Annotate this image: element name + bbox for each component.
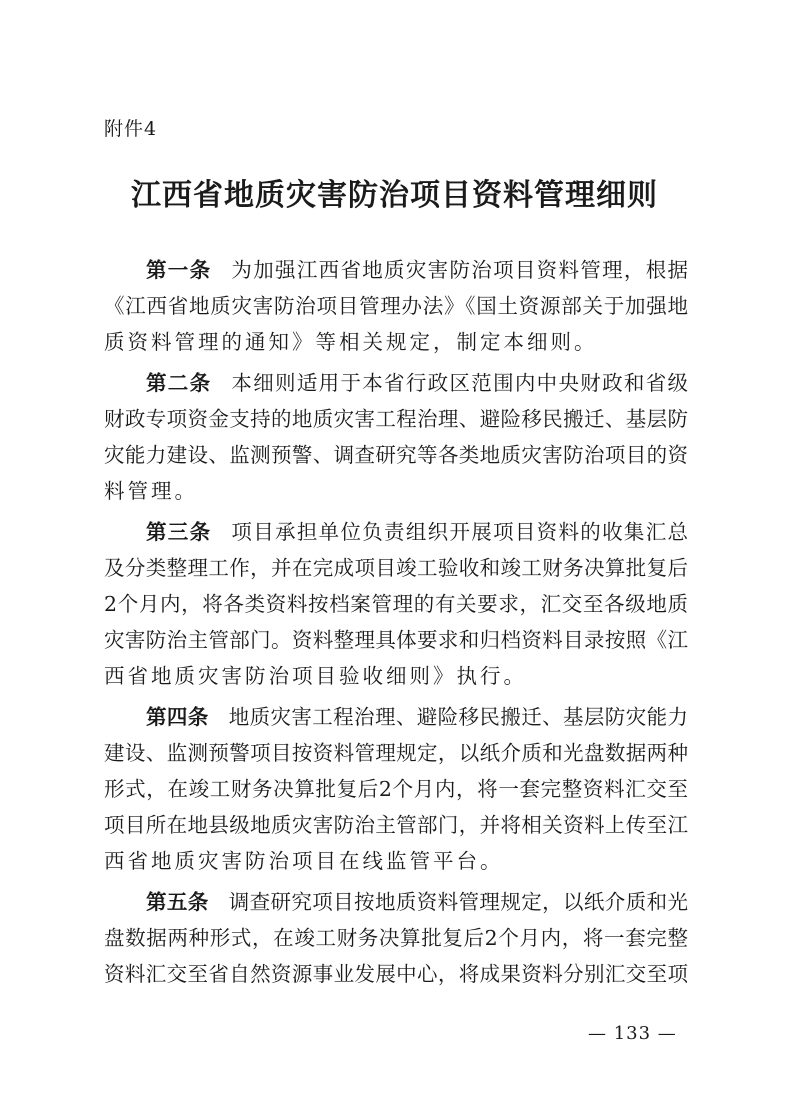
article-1-text: 为加强江西省地质灾害防治项目资料管理，根据 xyxy=(231,258,688,282)
article-3-first-line xyxy=(146,514,688,550)
article-3-heading: 第三条 xyxy=(146,520,212,544)
article-5-text: 调查研究项目按地质资料管理规定，以纸介质和光 xyxy=(228,890,688,914)
article-1-heading: 第一条 xyxy=(146,258,212,282)
article-4-heading: 第四条 xyxy=(146,705,209,729)
article-5-line: 资料汇交至省自然资源事业发展中心，将成果资料分别汇交至项 xyxy=(104,962,688,986)
article-3-line: 及分类整理工作，并在完成项目竣工验收和竣工财务决算批复后 xyxy=(104,556,688,580)
article-1-first-line xyxy=(146,252,688,288)
article-2-line: 财政专项资金支持的地质灾害工程治理、避险移民搬迁、基层防 xyxy=(104,407,688,431)
article-4-text: 地质灾害工程治理、避险移民搬迁、基层防灾能力 xyxy=(228,705,688,729)
article-4-line: 项目所在地县级地质灾害防治主管部门，并将相关资料上传至江 xyxy=(104,813,688,837)
article-1-line: 《江西省地质灾害防治项目管理办法》《国土资源部关于加强地 xyxy=(104,294,688,318)
article-5-first-line xyxy=(146,884,688,920)
article-4-first-line xyxy=(146,699,688,735)
article-2-line: 灾能力建设、监测预警、调查研究等各类地质灾害防治项目的资 xyxy=(104,443,688,467)
article-3-line: 西省地质灾害防治项目验收细则》执行。 xyxy=(104,664,527,688)
article-4-line: 建设、监测预警项目按资料管理规定，以纸介质和光盘数据两种 xyxy=(104,741,688,765)
article-3-text: 项目承担单位负责组织开展项目资料的收集汇总 xyxy=(231,520,688,544)
article-2-text: 本细则适用于本省行政区范围内中央财政和省级 xyxy=(231,371,688,395)
article-2-first-line xyxy=(146,365,688,401)
article-4-line: 形式，在竣工财务决算批复后2个月内，将一套完整资料汇交至 xyxy=(104,777,688,801)
attachment-label: 附件4 xyxy=(104,118,158,140)
article-3-line: 灾害防治主管部门。资料整理具体要求和归档资料目录按照《江 xyxy=(104,628,688,652)
article-4-line: 西省地质灾害防治项目在线监管平台。 xyxy=(104,849,504,873)
article-3-line: 2个月内，将各类资料按档案管理的有关要求，汇交至各级地质 xyxy=(104,592,688,616)
article-5-heading: 第五条 xyxy=(146,890,209,914)
article-5-line: 盘数据两种形式，在竣工财务决算批复后2个月内，将一套完整 xyxy=(104,926,688,950)
article-2-line: 料管理。 xyxy=(104,479,198,503)
page-number: — 133 — xyxy=(588,1023,677,1044)
document-title: 江西省地质灾害防治项目资料管理细则 xyxy=(131,178,658,213)
article-1-line: 质资料管理的通知》等相关规定，制定本细则。 xyxy=(104,330,598,354)
article-2-heading: 第二条 xyxy=(146,371,212,395)
